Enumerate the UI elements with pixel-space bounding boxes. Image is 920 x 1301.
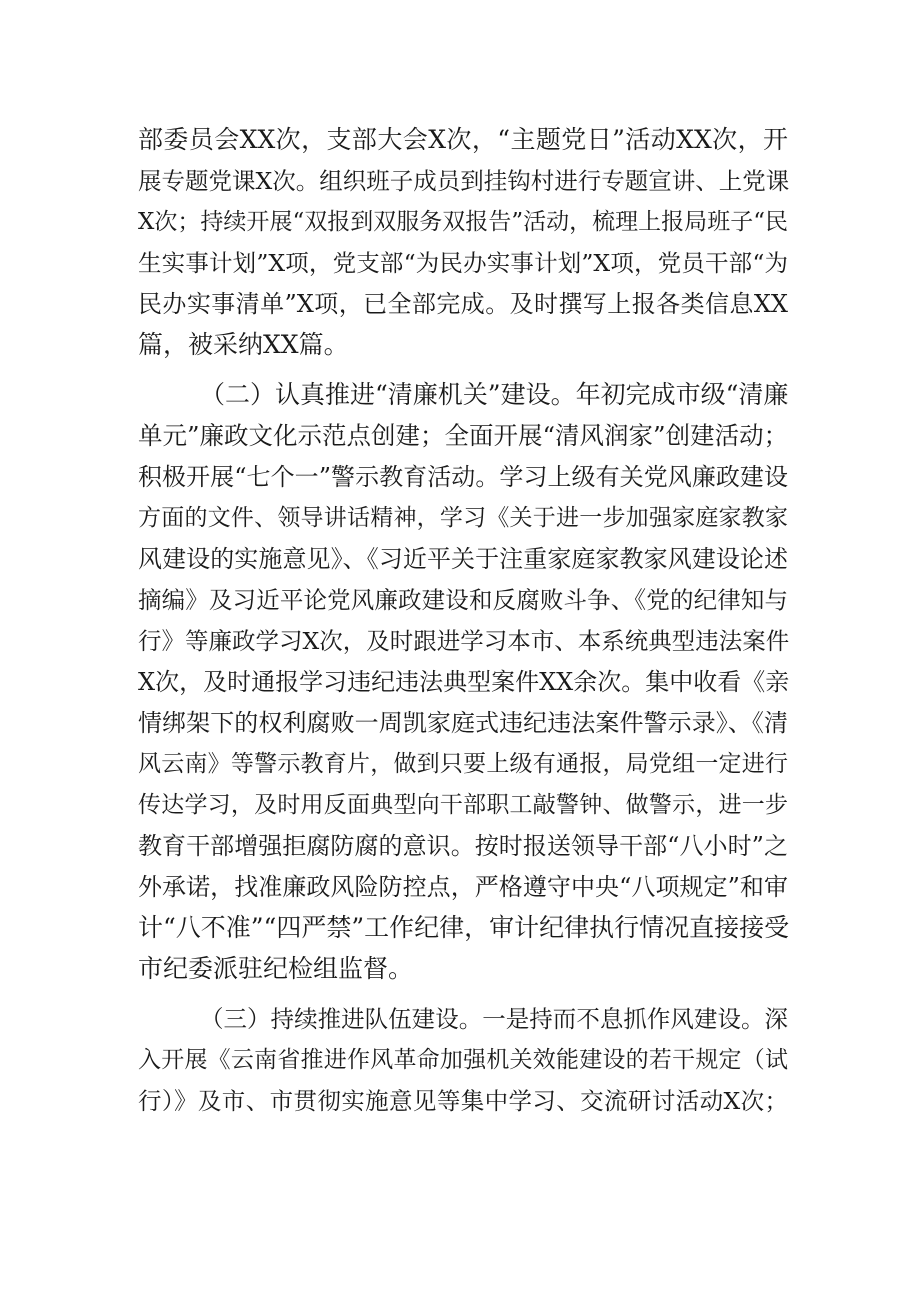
text-line: 风建设的实施意见》、《习近平关于注重家庭家教家风建设论述 xyxy=(138,545,788,573)
text-line: 行》等廉政学习X次，及时跟进学习本市、本系统典型违法案件 xyxy=(138,627,790,655)
text-line: 部委员会XX次，支部大会X次，“主题党日”活动XX次，开 xyxy=(138,125,788,154)
paragraph-heading: （三）持续推进队伍建设。一是持而不息抓作风建设。深 xyxy=(200,1005,788,1033)
text-line: 入开展《云南省推进作风革命加强机关效能建设的若干规定（试 xyxy=(138,1047,788,1073)
text-line: 摘编》及习近平论党风廉政建设和反腐败斗争、《党的纪律知与 xyxy=(138,586,788,614)
text-line: 行）》及市、市贯彻实施意见等集中学习、交流研讨活动X次； xyxy=(138,1087,788,1115)
text-line: X次，及时通报学习违纪违法典型案件XX余次。集中收看《亲 xyxy=(138,668,790,696)
text-line: 市纪委派驻纪检组监督。 xyxy=(138,954,414,983)
paragraph-heading: （二）认真推进“清廉机关”建设。年初完成市级“清廉 xyxy=(200,380,789,409)
text-line: 传达学习，及时用反面典型向干部职工敲警钟、做警示，进一步 xyxy=(138,792,788,818)
text-line: X次；持续开展“双报到双服务双报告”活动，梳理上报局班子“民 xyxy=(138,209,788,235)
text-line: 教育干部增强拒腐防腐的意识。按时报送领导干部“八小时”之 xyxy=(138,832,788,860)
text-line: 展专题党课X次。组织班子成员到挂钩村进行专题宣讲、上党课 xyxy=(138,167,790,195)
text-line: 外承诺，找准廉政风险防控点，严格遵守中央“八项规定”和审 xyxy=(138,873,788,901)
text-line: 风云南》等警示教育片，做到只要上级有通报，局党组一定进行 xyxy=(138,751,788,777)
text-line: 篇，被采纳XX篇。 xyxy=(138,330,349,359)
text-line: 单元”廉政文化示范点创建；全面开展“清风润家”创建活动； xyxy=(138,421,789,450)
text-line: 生实事计划”X项，党支部“为民办实事计划”X项，党员干部“为 xyxy=(138,249,788,277)
text-line: 积极开展“七个一”警示教育活动。学习上级有关党风廉政建设 xyxy=(138,463,788,491)
text-line: 情绑架下的权利腐败一周凯家庭式违纪违法案件警示录》、《清 xyxy=(138,709,788,737)
text-line: 计“八不准”“四严禁”工作纪律，审计纪律执行情况直接接受 xyxy=(138,913,790,942)
text-line: 方面的文件、领导讲话精神，学习《关于进一步加强家庭家教家 xyxy=(138,505,788,531)
text-line: 民办实事清单”X项，已全部完成。及时撰写上报各类信息XX xyxy=(138,290,788,318)
